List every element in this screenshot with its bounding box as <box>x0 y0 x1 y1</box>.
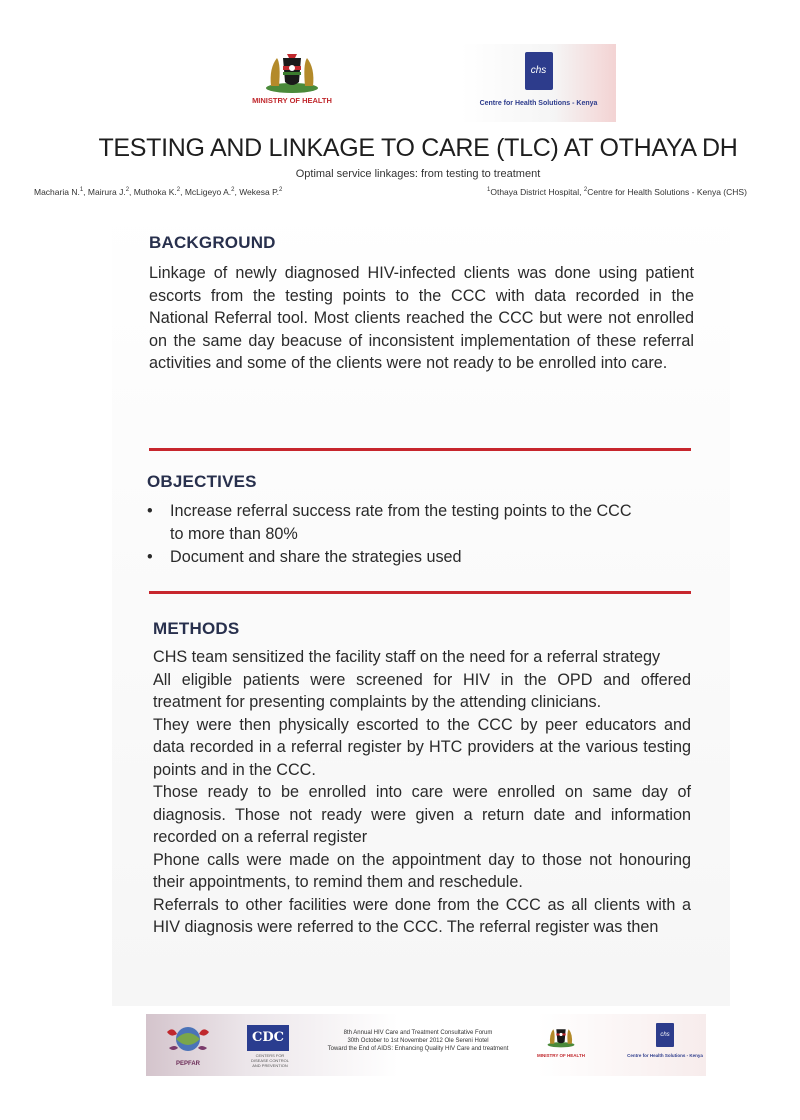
forum-line: 8th Annual HIV Care and Treatment Consultative Forum <box>343 1030 493 1036</box>
methods-paragraph: CHS team sensitized the facility staff on the need for a referral strategy <box>153 648 661 666</box>
chs-logo <box>461 44 616 122</box>
methods-heading: METHODS <box>153 619 240 638</box>
pepfar-globe-icon <box>165 1022 211 1056</box>
list-item <box>147 500 647 545</box>
background-heading: BACKGROUND <box>149 233 276 252</box>
poster-subtitle: Optimal service linkages: from testing to treatment <box>295 168 541 180</box>
objective-text: Increase referral success rate from the testing points to the CCC to more than 80% <box>170 502 632 543</box>
methods-paragraph: Phone calls were made on the appointment day to those not honouring their appointments, to remind them and reschedule. <box>153 850 691 891</box>
ministry-of-health-logo <box>231 44 353 122</box>
forum-info <box>318 1029 518 1053</box>
objectives-list <box>147 500 647 570</box>
methods-paragraph: They were then physically escorted to the CCC by peer educators and data recorded in a referral register by HTC providers at the various testing points and in the CCC. <box>153 715 691 779</box>
moh-footer-caption: MINISTRY OF HEALTH <box>537 1053 585 1058</box>
bullet-icon: • <box>147 548 153 566</box>
chs-logo-mark: chs <box>525 52 553 90</box>
background-text: Linkage of newly diagnosed HIV-infected clients was done using patient escorts from the testing points to the CCC with data recorded in the National Referral tool. Most clients reached the CCC but were not enrolled on the same day beacuse of inconsistent implementation of these referral activities and some of the clients were not ready to be enrolled into care. <box>149 264 694 372</box>
forum-line: Toward the End of AIDS: Enhancing Quality HIV Care and treatment <box>327 1046 509 1052</box>
kenya-coat-of-arms-icon <box>263 48 321 94</box>
pepfar-logo <box>162 1022 214 1068</box>
methods-paragraph: Those ready to be enrolled into care were enrolled on same day of diagnosis. Those not ready were given a return date and information recorded on a referral register <box>153 783 691 846</box>
objectives-heading: OBJECTIVES <box>147 472 257 491</box>
bullet-icon: • <box>147 502 153 520</box>
section-divider <box>149 591 691 594</box>
section-divider <box>149 448 691 451</box>
moh-logo-caption: MINISTRY OF HEALTH <box>252 96 332 105</box>
affiliations-line: $^1$Othaya District Hospital, $^2$Centre for Health Solutions - Kenya (CHS) <box>487 187 747 197</box>
methods-paragraph: Referrals to other facilities were done from the CCC as all clients with a HIV diagnosis were referred to the CCC. The referral register was then <box>153 895 691 936</box>
authors-line: Macharia N.$^1$, Mairura J.$^2$, Muthoka K.$^2$, McLigeyo A.$^2$, Wekesa P.$^2$ <box>34 187 283 197</box>
pepfar-caption: PEPFAR <box>175 1061 200 1067</box>
methods-text <box>153 646 691 939</box>
poster-title: TESTING AND LINKAGE TO CARE (TLC) AT OTHAYA DH <box>98 134 738 162</box>
kenya-coat-of-arms-icon <box>546 1024 576 1048</box>
chs-logo-caption: Centre for Health Solutions - Kenya <box>479 100 598 107</box>
forum-line: 30th October to 1st November 2012 Ole Sereni Hotel <box>347 1038 489 1044</box>
chs-footer-mark: chs <box>656 1023 674 1047</box>
chs-footer-logo <box>626 1023 704 1058</box>
methods-paragraph: All eligible patients were screened for HIV in the OPD and offered treatment for presenting complaints by the attending clinicians. <box>153 670 691 711</box>
cdc-logo: CDC <box>247 1025 289 1051</box>
cdc-tagline: CENTERS FOR DISEASE CONTROL AND PREVENTION <box>250 1053 289 1068</box>
ministry-of-health-footer-logo <box>536 1024 586 1058</box>
list-item <box>147 546 647 569</box>
objective-text: Document and share the strategies used <box>170 548 462 566</box>
chs-footer-caption: Centre for Health Solutions - Kenya <box>627 1053 703 1058</box>
header-band <box>0 40 800 132</box>
